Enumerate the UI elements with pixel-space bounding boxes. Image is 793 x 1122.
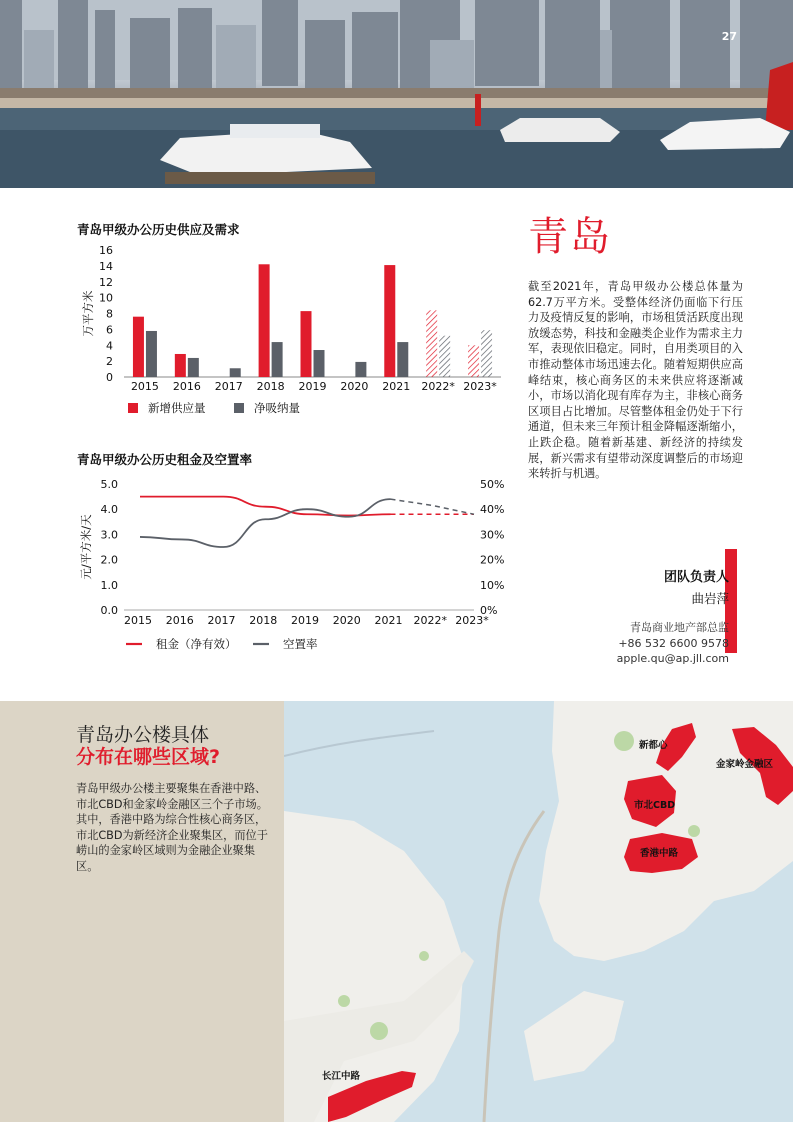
chart2-ytick-right: 20% — [480, 553, 505, 567]
contact-heading: 团队负责人 — [663, 570, 729, 585]
map-label-changjiang-road: 长江中路 — [322, 1071, 361, 1082]
absorption-bar — [272, 342, 283, 377]
absorption-bar — [188, 358, 199, 377]
chart2-ylabel: 元/平方米/天 — [79, 514, 93, 580]
supply-bar — [259, 264, 270, 377]
supply-bar — [426, 310, 437, 377]
chart2-ytick-right: 40% — [480, 503, 505, 517]
chart1-ytick: 6 — [106, 323, 113, 337]
chart2-xtick: 2021 — [374, 614, 403, 627]
supply-bar — [468, 345, 479, 377]
legend-absorption-label: 净吸纳量 — [254, 401, 300, 415]
supply-bar — [301, 311, 312, 377]
chart2-xtick: 2019 — [291, 614, 319, 627]
absorption-bar — [146, 331, 157, 377]
chart2-ytick-right: 10% — [480, 578, 505, 592]
contact-name: 曲岩萍 — [691, 591, 729, 606]
chart1-ylabel: 万平方米 — [81, 290, 95, 337]
legend-supply-label: 新增供应量 — [148, 401, 206, 415]
chart2-xtick: 2022* — [413, 614, 447, 627]
map-label-hongkong-road: 香港中路 — [640, 848, 679, 859]
chart1-xtick: 2018 — [256, 380, 285, 393]
legend-supply-swatch — [128, 403, 138, 413]
chart1-xtick: 2021 — [382, 380, 411, 393]
chart1-xtick: 2017 — [214, 380, 243, 393]
map-label-jinjialing: 金家岭金融区 — [716, 759, 774, 770]
chart2-xtick: 2015 — [124, 614, 152, 627]
chart2-ytick-right: 50% — [480, 478, 505, 491]
question-title-line1: 青岛办公楼具体 — [76, 724, 210, 746]
legend-absorption-swatch — [234, 403, 244, 413]
chart1-ytick: 10 — [99, 291, 113, 305]
absorption-bar — [230, 368, 241, 377]
chart1-xtick: 2020 — [340, 380, 369, 393]
contact-role: 青岛商业地产部总监 — [630, 621, 729, 634]
legend-rent-label: 租金（净有效） — [156, 637, 237, 651]
rent-line — [140, 497, 391, 516]
chart2-ytick-left: 4.0 — [100, 503, 118, 517]
chart2-ytick-right: 30% — [480, 528, 505, 542]
supply-bar — [384, 265, 395, 377]
supply-bar — [133, 317, 144, 377]
chart1-ytick: 14 — [99, 259, 113, 273]
district-map — [284, 701, 793, 1122]
chart2-title: 青岛甲级办公历史租金及空置率 — [77, 452, 253, 467]
rent-vacancy-chart — [76, 474, 516, 660]
contact-block — [617, 566, 729, 665]
contact-email[interactable]: apple.qu@ap.jll.com — [616, 652, 729, 665]
chart1-ytick: 8 — [106, 307, 113, 321]
map-label-shibei-cbd: 市北CBD — [634, 800, 676, 811]
city-title: 青岛 — [528, 214, 612, 260]
absorption-bar — [439, 336, 450, 377]
chart1-ytick: 16 — [99, 244, 113, 257]
chart2-ytick-right: 0% — [480, 604, 498, 617]
chart1-ytick: 4 — [106, 339, 113, 353]
chart1-ytick: 12 — [99, 275, 113, 289]
chart2-ytick-left: 5.0 — [100, 478, 118, 491]
legend-vacancy-label: 空置率 — [283, 637, 318, 651]
chart2-ytick-left: 2.0 — [100, 553, 118, 567]
contact-phone: +86 532 6600 9578 — [618, 637, 729, 650]
chart1-xtick: 2019 — [298, 380, 327, 393]
absorption-bar — [397, 342, 408, 377]
market-summary-text: 截至2021年，青岛甲级办公楼总体量为62.7万平方米。受整体经济仍面临下行压力及疫情反复的影响，市场租赁活跃度出现放缓态势，科技和金融类企业作为需求主力军，表现依旧稳定。同时，自用类项目的入市推动整体市场迅速去化。随着短期供应高峰结束，核心商务区的未来供应将逐渐减小，市场以消化现有库存为主，非核心商务区项目占比增加。尽管整体租金仍处于下行通道，但未来三年预计租金降幅逐渐缩小，止跌企稳。随着新基建、新经济的持续发展，新兴需求有望带动深度调整后的市场迎来转折与机遇。 — [528, 280, 743, 481]
chart1-xtick: 2023* — [463, 380, 497, 393]
chart2-xtick: 2023* — [455, 614, 489, 627]
chart2-ytick-left: 3.0 — [100, 528, 118, 542]
question-title-line2: 分布在哪些区域? — [76, 746, 221, 768]
skyline-illustration — [0, 0, 793, 188]
vacancy-forecast-line — [391, 499, 475, 514]
map-label-xinduxin: 新都心 — [639, 740, 668, 751]
absorption-bar — [314, 350, 325, 377]
chart2-ytick-left: 0.0 — [100, 604, 118, 617]
absorption-bar — [355, 362, 366, 377]
chart1-xtick: 2015 — [130, 380, 159, 393]
absorption-bar — [481, 330, 492, 377]
supply-demand-chart — [76, 240, 506, 424]
hero-photo — [0, 0, 793, 188]
chart2-xtick: 2020 — [332, 614, 361, 627]
question-answer-text: 青岛甲级办公楼主要聚集在香港中路、市北CBD和金家岭金融区三个子市场。其中，香港中路为综合性核心商务区，市北CBD为新经济企业聚集区，而位于崂山的金家岭区域则为金融企业聚集区。 — [76, 782, 268, 873]
chart1-ytick: 0 — [106, 371, 113, 384]
chart1-xtick: 2016 — [172, 380, 201, 393]
chart2-xtick: 2018 — [249, 614, 278, 627]
chart2-xtick: 2017 — [207, 614, 236, 627]
chart1-title: 青岛甲级办公历史供应及需求 — [77, 222, 240, 237]
chart2-xtick: 2016 — [165, 614, 194, 627]
chart1-xtick: 2022* — [421, 380, 455, 393]
chart1-ytick: 2 — [106, 355, 113, 369]
chart2-ytick-left: 1.0 — [100, 578, 118, 592]
supply-bar — [175, 354, 186, 377]
page-number: 27 — [721, 30, 737, 43]
